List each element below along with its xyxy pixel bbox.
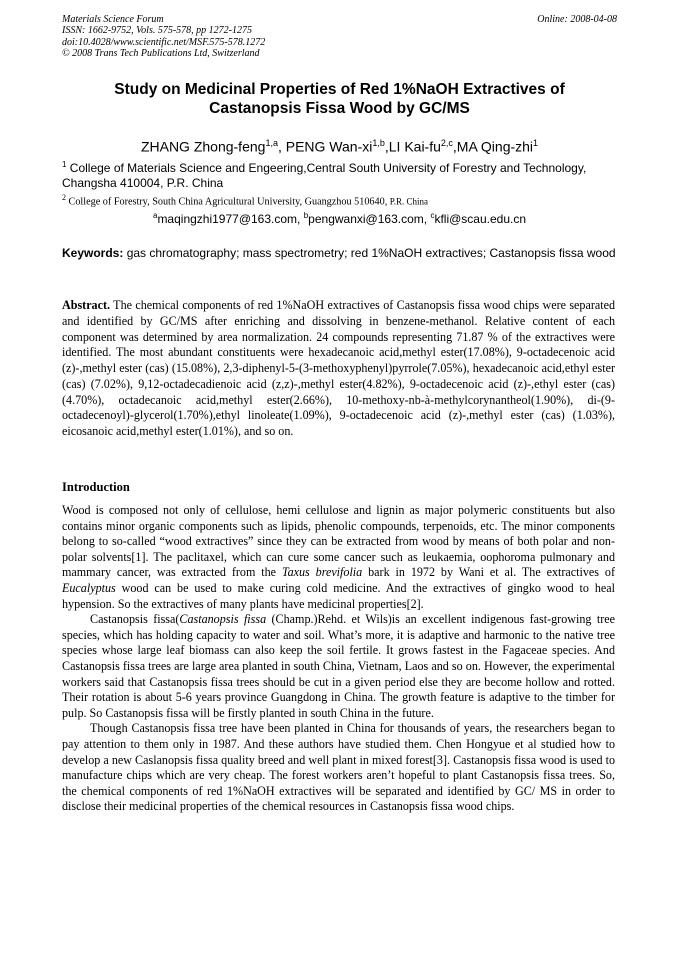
doi-line: doi:10.4028/www.scientific.net/MSF.575-578.1272 — [62, 36, 266, 48]
intro-paragraph-2 — [62, 612, 615, 721]
keywords-label: Keywords: — [62, 246, 124, 260]
intro-paragraph-1 — [62, 503, 615, 612]
author-separator: , — [452, 138, 457, 155]
author-affiliation-mark: 2,c — [440, 138, 453, 148]
title-line-1: Study on Medicinal Properties of Red 1%NaOH Extractives of — [114, 81, 565, 98]
author-separator: , — [277, 138, 286, 155]
intro-text: bark in 1972 by Wani et al. The extractives of — [362, 565, 615, 580]
author-name: PENG Wan-xi — [285, 138, 373, 155]
title-line-2: Castanopsis Fissa Wood by GC/MS — [209, 100, 470, 117]
intro-text: (Champ.)Rehd. et Wils)is an excellent indigenous fast-growing tree species, which has holding capacity to water and soil. What’s more, it is adaptive and harmonic to the native tree species whose large leaf biomass can also keep the soil fertile. It grows fastest in the Fagaceae species. And Castanopsis fissa trees are large area planted in south China, Vietnam, Laos and so on. However, the experimental workers said that Castanopsis fissa trees should be cut in a given period else they are become hollow and rotted. Their rotation is about 5-6 years province Guangdong in China. The growth feature is adaptive to the timber for pulp. So Castanopsis fissa will be firstly planted in south China in the future. — [62, 612, 615, 720]
species-name: Castanopsis fissa — [179, 612, 267, 627]
intro-text: Castanopsis fissa( — [90, 612, 180, 627]
author-affiliation-mark: 1,a — [265, 138, 278, 148]
author-list — [62, 134, 617, 156]
abstract-block — [62, 298, 615, 440]
email-separator: , — [423, 212, 431, 226]
email-address: maqingzhi1977@163.com — [157, 212, 298, 226]
intro-text: Wood is composed not only of cellulose, hemi cellulose and lignin as major polymeric constituents but also contains minor organic components such as lipids, phenolic compounds, terpenoids, etc. The minor components belong to so-called “wood extractives” since they can be extracted from wood by means of both polar and non-polar solvents[1]. The paclitaxel, which can cure some cancer such as leukaemia, oophoroma pulmonary and mammary cancer, was extracted from the — [62, 503, 615, 580]
author-affiliation-mark: 1,b — [372, 138, 385, 148]
affiliation-country: P.R. China — [389, 196, 429, 207]
author-name: MA Qing-zhi — [456, 138, 534, 155]
species-name: Taxus brevifolia — [281, 565, 363, 580]
issn-line: ISSN: 1662-9752, Vols. 575-578, pp 1272-1275 — [62, 25, 252, 37]
intro-paragraph-3: Though Castanopsis fissa tree have been planted in China for thousands of years, the researchers began to pay attention to them only in 1987. And these authors have studied them. Chen Hongyue et al studied how to develop a new Caslanopsis fissa quality breed and well plant in mixed forest[3]. Castanopsis fissa wood is used to manufacture chips which are very cheap. The forest workers aren’t hopeful to plant Castanopsis fissa trees. So, the chemical components of red 1%NaOH extractives will be separated and identified by GC/ MS in order to disclose their medicinal properties of the chemical resources in Castanopsis fissa wood chips. — [62, 721, 615, 814]
journal-header — [62, 14, 617, 60]
author-separator: , — [384, 138, 389, 155]
email-address: kfli@scau.edu.cn — [434, 212, 526, 226]
author-affiliation-mark: 1 — [533, 138, 539, 148]
affiliation-text: College of Materials Science and Engeering,Central South University of Forestry and Technology, Changsha 410004, P.R. China — [62, 161, 587, 190]
email-mark: c — [430, 211, 435, 220]
journal-name: Materials Science Forum — [62, 14, 164, 25]
introduction-heading: Introduction — [62, 480, 130, 494]
affiliation-mark: 1 — [62, 160, 67, 169]
email-mark: b — [303, 211, 309, 220]
affiliation-text: College of Forestry, South China Agricultural University, Guangzhou 510640, — [66, 196, 390, 208]
genus-name: Eucalyptus — [62, 580, 116, 595]
affiliation-mark: 2 — [62, 193, 66, 202]
email-list — [62, 208, 617, 227]
intro-text: wood can be used to make curing cold medicine. And the extractives of gingko wood to heal hypension. So the extractives of many plants have medicinal properties[2]. — [62, 580, 615, 611]
keywords-text: gas chromatography; mass spectrometry; red 1%NaOH extractives; Castanopsis fissa wood — [123, 246, 616, 260]
keywords-block — [62, 246, 622, 261]
email-address: pengwanxi@163.com — [308, 212, 424, 226]
author-name: LI Kai-fu — [388, 138, 441, 155]
author-name: ZHANG Zhong-feng — [140, 138, 266, 155]
affiliation-2 — [62, 191, 622, 208]
paper-title — [62, 80, 617, 118]
email-mark: a — [152, 211, 158, 220]
affiliation-1 — [62, 157, 622, 191]
abstract-label: Abstract. — [62, 298, 111, 312]
email-separator: , — [297, 212, 304, 226]
introduction-body — [62, 503, 615, 815]
copyright-line: © 2008 Trans Tech Publications Ltd, Switzerland — [62, 48, 260, 60]
abstract-text: The chemical components of red 1%NaOH extractives of Castanopsis fissa wood chips were separated and identified by GC/MS after enriching and dissolving in benzene-methanol. Relative content of each component was determined by area normalization. 24 compounds representing 71.87 % of the extractives were identified. The most abundant constituents were hexadecanoic acid,methyl ester(17.08%), 9-octadecenoic acid (z)-,methyl ester (cas) (15.08%), 2,3-diphenyl-5-(3-methoxyphenyl)pyrrole(7.05%), hexadecanoic acid,ethyl ester (cas) (7.02%), 9,12-octadecadienoic acid (z,z)-,methyl ester(4.82%), 9-octadecenoic acid (z)-,ethyl ester (cas) (4.70%), octadecanoic acid,methyl ester(2.66%), 10-methoxy-nb-à-methylcorynantheol(1.90%), di-(9-octadecenoyl)-glycerol(1.70%),ethyl linoleate(1.09%), 9-octadecenoic acid (z)-,methyl ester (cas) (1.03%), eicosanoic acid,methyl ester(1.01%), and so on. — [62, 298, 615, 438]
online-date: Online: 2008-04-08 — [537, 14, 617, 25]
